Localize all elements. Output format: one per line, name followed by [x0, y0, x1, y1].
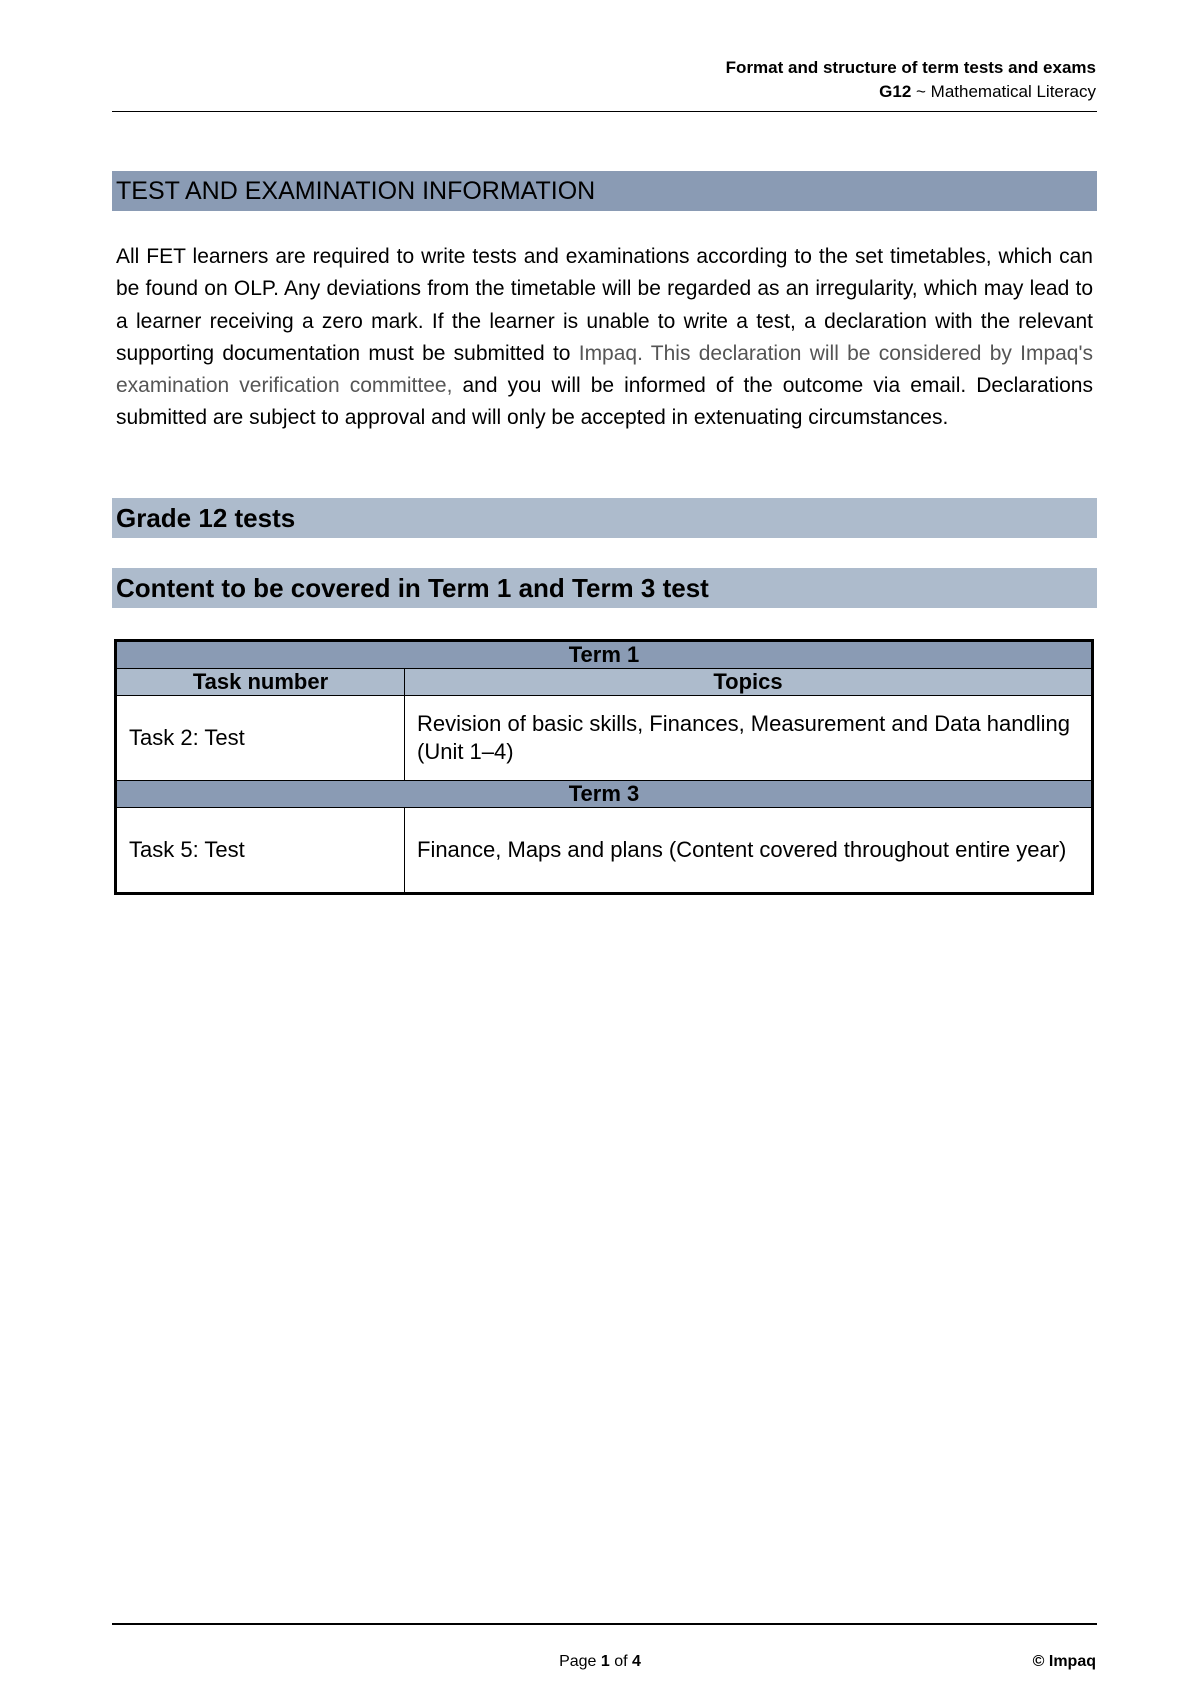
- table-row: [116, 808, 1093, 894]
- copyright: © Impaq: [1032, 1653, 1096, 1670]
- term1-row: [116, 641, 1093, 669]
- header-title: Format and structure of term tests and exams: [725, 58, 1096, 77]
- intro-text-a: All FET learners are required to write tests and examinations according to the set timetables, which can be found on OLP. Any deviations from the timetable will be regarded as an irregularity, which may lead to a learner receiving a zero mark. If the learner is unable to write a test, a declaration with the relevant supporting documentation must be submitted to: [116, 245, 1093, 365]
- footer-divider: [112, 1623, 1097, 1625]
- term1-topics: Revision of basic skills, Finances, Measurement and Data handling (Unit 1–4): [405, 696, 1093, 781]
- page-current: 1: [600, 1653, 610, 1670]
- col-topics-header: Topics: [405, 669, 1093, 696]
- term3-topics: Finance, Maps and plans (Content covered throughout entire year): [405, 808, 1093, 894]
- terms-table: [114, 639, 1094, 895]
- table-header-row: [116, 669, 1093, 696]
- term1-label: Term 1: [116, 641, 1093, 669]
- header-grade: G12: [879, 82, 912, 101]
- intro-text-b: Impaq. This declaration will be considered by Impaq's examination verification committee,: [116, 341, 1093, 398]
- content-heading: Content to be covered in Term 1 and Term 3 test: [112, 568, 1097, 608]
- grade-heading: Grade 12 tests: [112, 498, 1097, 538]
- intro-paragraph: [116, 241, 1093, 435]
- term1-task: Task 2: Test: [116, 696, 405, 781]
- page-header: [112, 56, 1096, 104]
- header-divider: [112, 111, 1097, 112]
- term3-row: [116, 781, 1093, 808]
- table-row: [116, 696, 1093, 781]
- page-prefix: Page: [559, 1653, 601, 1670]
- header-subject: ~ Mathematical Literacy: [911, 82, 1096, 101]
- page-total: 4: [632, 1653, 641, 1670]
- page-of: of: [609, 1653, 633, 1670]
- intro-text-c: and you will be informed of the outcome via email. Declarations submitted are subject to approval and will only be accepted in extenuating circumstances.: [116, 374, 1093, 430]
- header-subject-line: [112, 80, 1096, 104]
- term3-label: Term 3: [116, 781, 1093, 808]
- section-title: TEST AND EXAMINATION INFORMATION: [112, 171, 1097, 211]
- term3-task: Task 5: Test: [116, 808, 405, 894]
- col-task-header: Task number: [116, 669, 405, 696]
